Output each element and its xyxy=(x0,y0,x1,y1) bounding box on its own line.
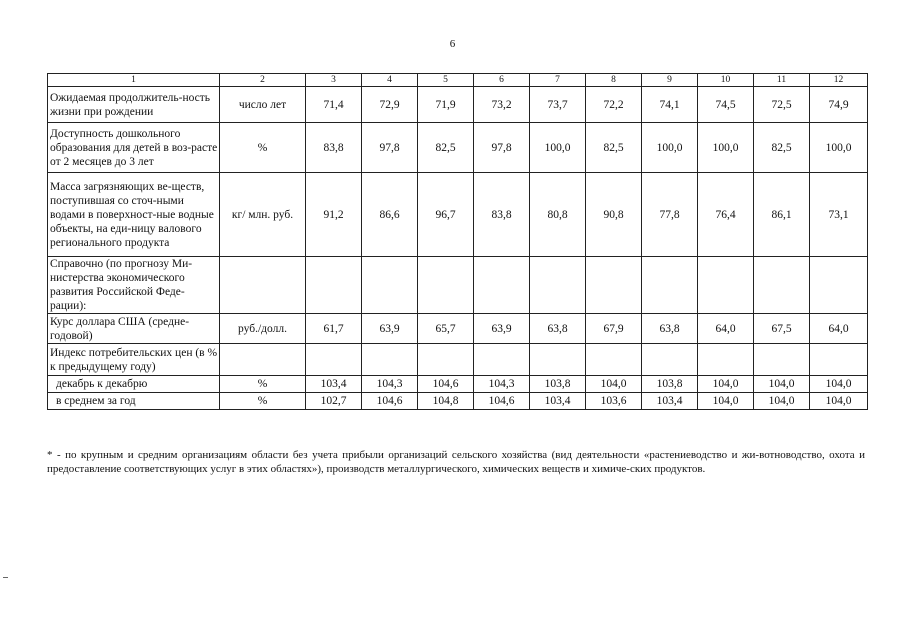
indicator-name: Курс доллара США (средне-годовой) xyxy=(48,314,220,344)
value-cell xyxy=(418,257,474,314)
value-cell: 97,8 xyxy=(474,123,530,173)
value-cell: 103,8 xyxy=(530,376,586,393)
value-cell: 64,0 xyxy=(810,314,868,344)
value-cell: 65,7 xyxy=(418,314,474,344)
table-row xyxy=(48,173,868,257)
value-cell: 104,8 xyxy=(418,393,474,410)
column-number-1: 1 xyxy=(48,74,220,87)
unit-cell xyxy=(220,344,306,376)
indicator-name: Справочно (по прогнозу Ми-нистерства экономического развития Российской Феде-рации): xyxy=(48,257,220,314)
value-cell: 80,8 xyxy=(530,173,586,257)
value-cell xyxy=(474,344,530,376)
value-cell xyxy=(474,257,530,314)
value-cell: 100,0 xyxy=(698,123,754,173)
value-cell xyxy=(306,257,362,314)
value-cell xyxy=(362,257,418,314)
value-cell: 76,4 xyxy=(698,173,754,257)
unit-cell: число лет xyxy=(220,87,306,123)
value-cell: 67,5 xyxy=(754,314,810,344)
value-cell: 104,0 xyxy=(586,376,642,393)
footnote: * - по крупным и средним организациям области без учета прибыли организаций сельского хозяйства (вид деятельности «растениеводство и жи-вотноводство, охота и предоставление соответствующих услуг в этих областях»), производств металлургического, химических веществ и химиче-ских продуктов. xyxy=(47,449,865,475)
table-row xyxy=(48,87,868,123)
value-cell xyxy=(810,257,868,314)
value-cell: 74,9 xyxy=(810,87,868,123)
value-cell: 104,0 xyxy=(698,393,754,410)
value-cell: 100,0 xyxy=(642,123,698,173)
value-cell: 103,4 xyxy=(642,393,698,410)
value-cell: 100,0 xyxy=(810,123,868,173)
value-cell xyxy=(754,257,810,314)
value-cell: 63,9 xyxy=(362,314,418,344)
table-body xyxy=(48,74,868,410)
indicators-table xyxy=(47,73,868,410)
header-row xyxy=(48,74,868,87)
indicator-name: Индекс потребительских цен (в % к предыдущему году) xyxy=(48,344,220,376)
value-cell xyxy=(418,344,474,376)
unit-cell: % xyxy=(220,393,306,410)
value-cell: 82,5 xyxy=(586,123,642,173)
value-cell: 104,6 xyxy=(474,393,530,410)
value-cell: 83,8 xyxy=(306,123,362,173)
scan-edge-mark xyxy=(3,577,8,578)
column-number-4: 4 xyxy=(362,74,418,87)
value-cell: 63,8 xyxy=(530,314,586,344)
value-cell xyxy=(586,344,642,376)
value-cell: 104,6 xyxy=(418,376,474,393)
value-cell xyxy=(586,257,642,314)
unit-cell: руб./долл. xyxy=(220,314,306,344)
value-cell xyxy=(754,344,810,376)
value-cell: 100,0 xyxy=(530,123,586,173)
value-cell: 82,5 xyxy=(418,123,474,173)
value-cell xyxy=(698,344,754,376)
column-number-10: 10 xyxy=(698,74,754,87)
value-cell: 63,8 xyxy=(642,314,698,344)
value-cell: 104,0 xyxy=(698,376,754,393)
column-number-8: 8 xyxy=(586,74,642,87)
value-cell xyxy=(642,257,698,314)
value-cell: 72,5 xyxy=(754,87,810,123)
page-number: 6 xyxy=(449,38,456,50)
value-cell: 103,6 xyxy=(586,393,642,410)
column-number-6: 6 xyxy=(474,74,530,87)
value-cell: 71,9 xyxy=(418,87,474,123)
value-cell: 104,3 xyxy=(362,376,418,393)
table-row xyxy=(48,314,868,344)
value-cell xyxy=(642,344,698,376)
unit-cell: % xyxy=(220,123,306,173)
value-cell: 61,7 xyxy=(306,314,362,344)
column-number-7: 7 xyxy=(530,74,586,87)
value-cell: 104,0 xyxy=(810,376,868,393)
value-cell xyxy=(306,344,362,376)
unit-cell xyxy=(220,257,306,314)
column-number-3: 3 xyxy=(306,74,362,87)
value-cell: 73,2 xyxy=(474,87,530,123)
value-cell: 67,9 xyxy=(586,314,642,344)
table-row xyxy=(48,344,868,376)
table-row xyxy=(48,123,868,173)
value-cell xyxy=(530,344,586,376)
value-cell: 90,8 xyxy=(586,173,642,257)
value-cell: 86,1 xyxy=(754,173,810,257)
value-cell: 72,2 xyxy=(586,87,642,123)
value-cell: 71,4 xyxy=(306,87,362,123)
value-cell: 77,8 xyxy=(642,173,698,257)
column-number-2: 2 xyxy=(220,74,306,87)
value-cell: 74,5 xyxy=(698,87,754,123)
table-row xyxy=(48,376,868,393)
value-cell: 103,4 xyxy=(306,376,362,393)
value-cell: 104,0 xyxy=(754,393,810,410)
value-cell: 103,8 xyxy=(642,376,698,393)
value-cell: 73,7 xyxy=(530,87,586,123)
value-cell: 104,0 xyxy=(810,393,868,410)
value-cell xyxy=(810,344,868,376)
value-cell: 82,5 xyxy=(754,123,810,173)
column-number-12: 12 xyxy=(810,74,868,87)
indicator-name: Доступность дошкольного образования для детей в воз-расте от 2 месяцев до 3 лет xyxy=(48,123,220,173)
value-cell xyxy=(698,257,754,314)
value-cell: 102,7 xyxy=(306,393,362,410)
value-cell: 63,9 xyxy=(474,314,530,344)
value-cell xyxy=(362,344,418,376)
value-cell: 74,1 xyxy=(642,87,698,123)
value-cell: 96,7 xyxy=(418,173,474,257)
value-cell: 103,4 xyxy=(530,393,586,410)
indicator-name: декабрь к декабрю xyxy=(48,376,220,393)
column-number-11: 11 xyxy=(754,74,810,87)
column-number-9: 9 xyxy=(642,74,698,87)
unit-cell: кг/ млн. руб. xyxy=(220,173,306,257)
table-row xyxy=(48,393,868,410)
indicator-name: Ожидаемая продолжитель-ность жизни при рождении xyxy=(48,87,220,123)
value-cell: 86,6 xyxy=(362,173,418,257)
value-cell: 104,3 xyxy=(474,376,530,393)
column-number-5: 5 xyxy=(418,74,474,87)
unit-cell: % xyxy=(220,376,306,393)
value-cell: 97,8 xyxy=(362,123,418,173)
value-cell xyxy=(530,257,586,314)
indicator-name: в среднем за год xyxy=(48,393,220,410)
value-cell: 91,2 xyxy=(306,173,362,257)
table-row xyxy=(48,257,868,314)
indicator-name: Масса загрязняющих ве-ществ, поступившая со сточ-ными водами в поверхност-ные водные объекты, на еди-ницу валового регионального продукта xyxy=(48,173,220,257)
value-cell: 104,6 xyxy=(362,393,418,410)
value-cell: 104,0 xyxy=(754,376,810,393)
value-cell: 73,1 xyxy=(810,173,868,257)
value-cell: 72,9 xyxy=(362,87,418,123)
value-cell: 83,8 xyxy=(474,173,530,257)
value-cell: 64,0 xyxy=(698,314,754,344)
